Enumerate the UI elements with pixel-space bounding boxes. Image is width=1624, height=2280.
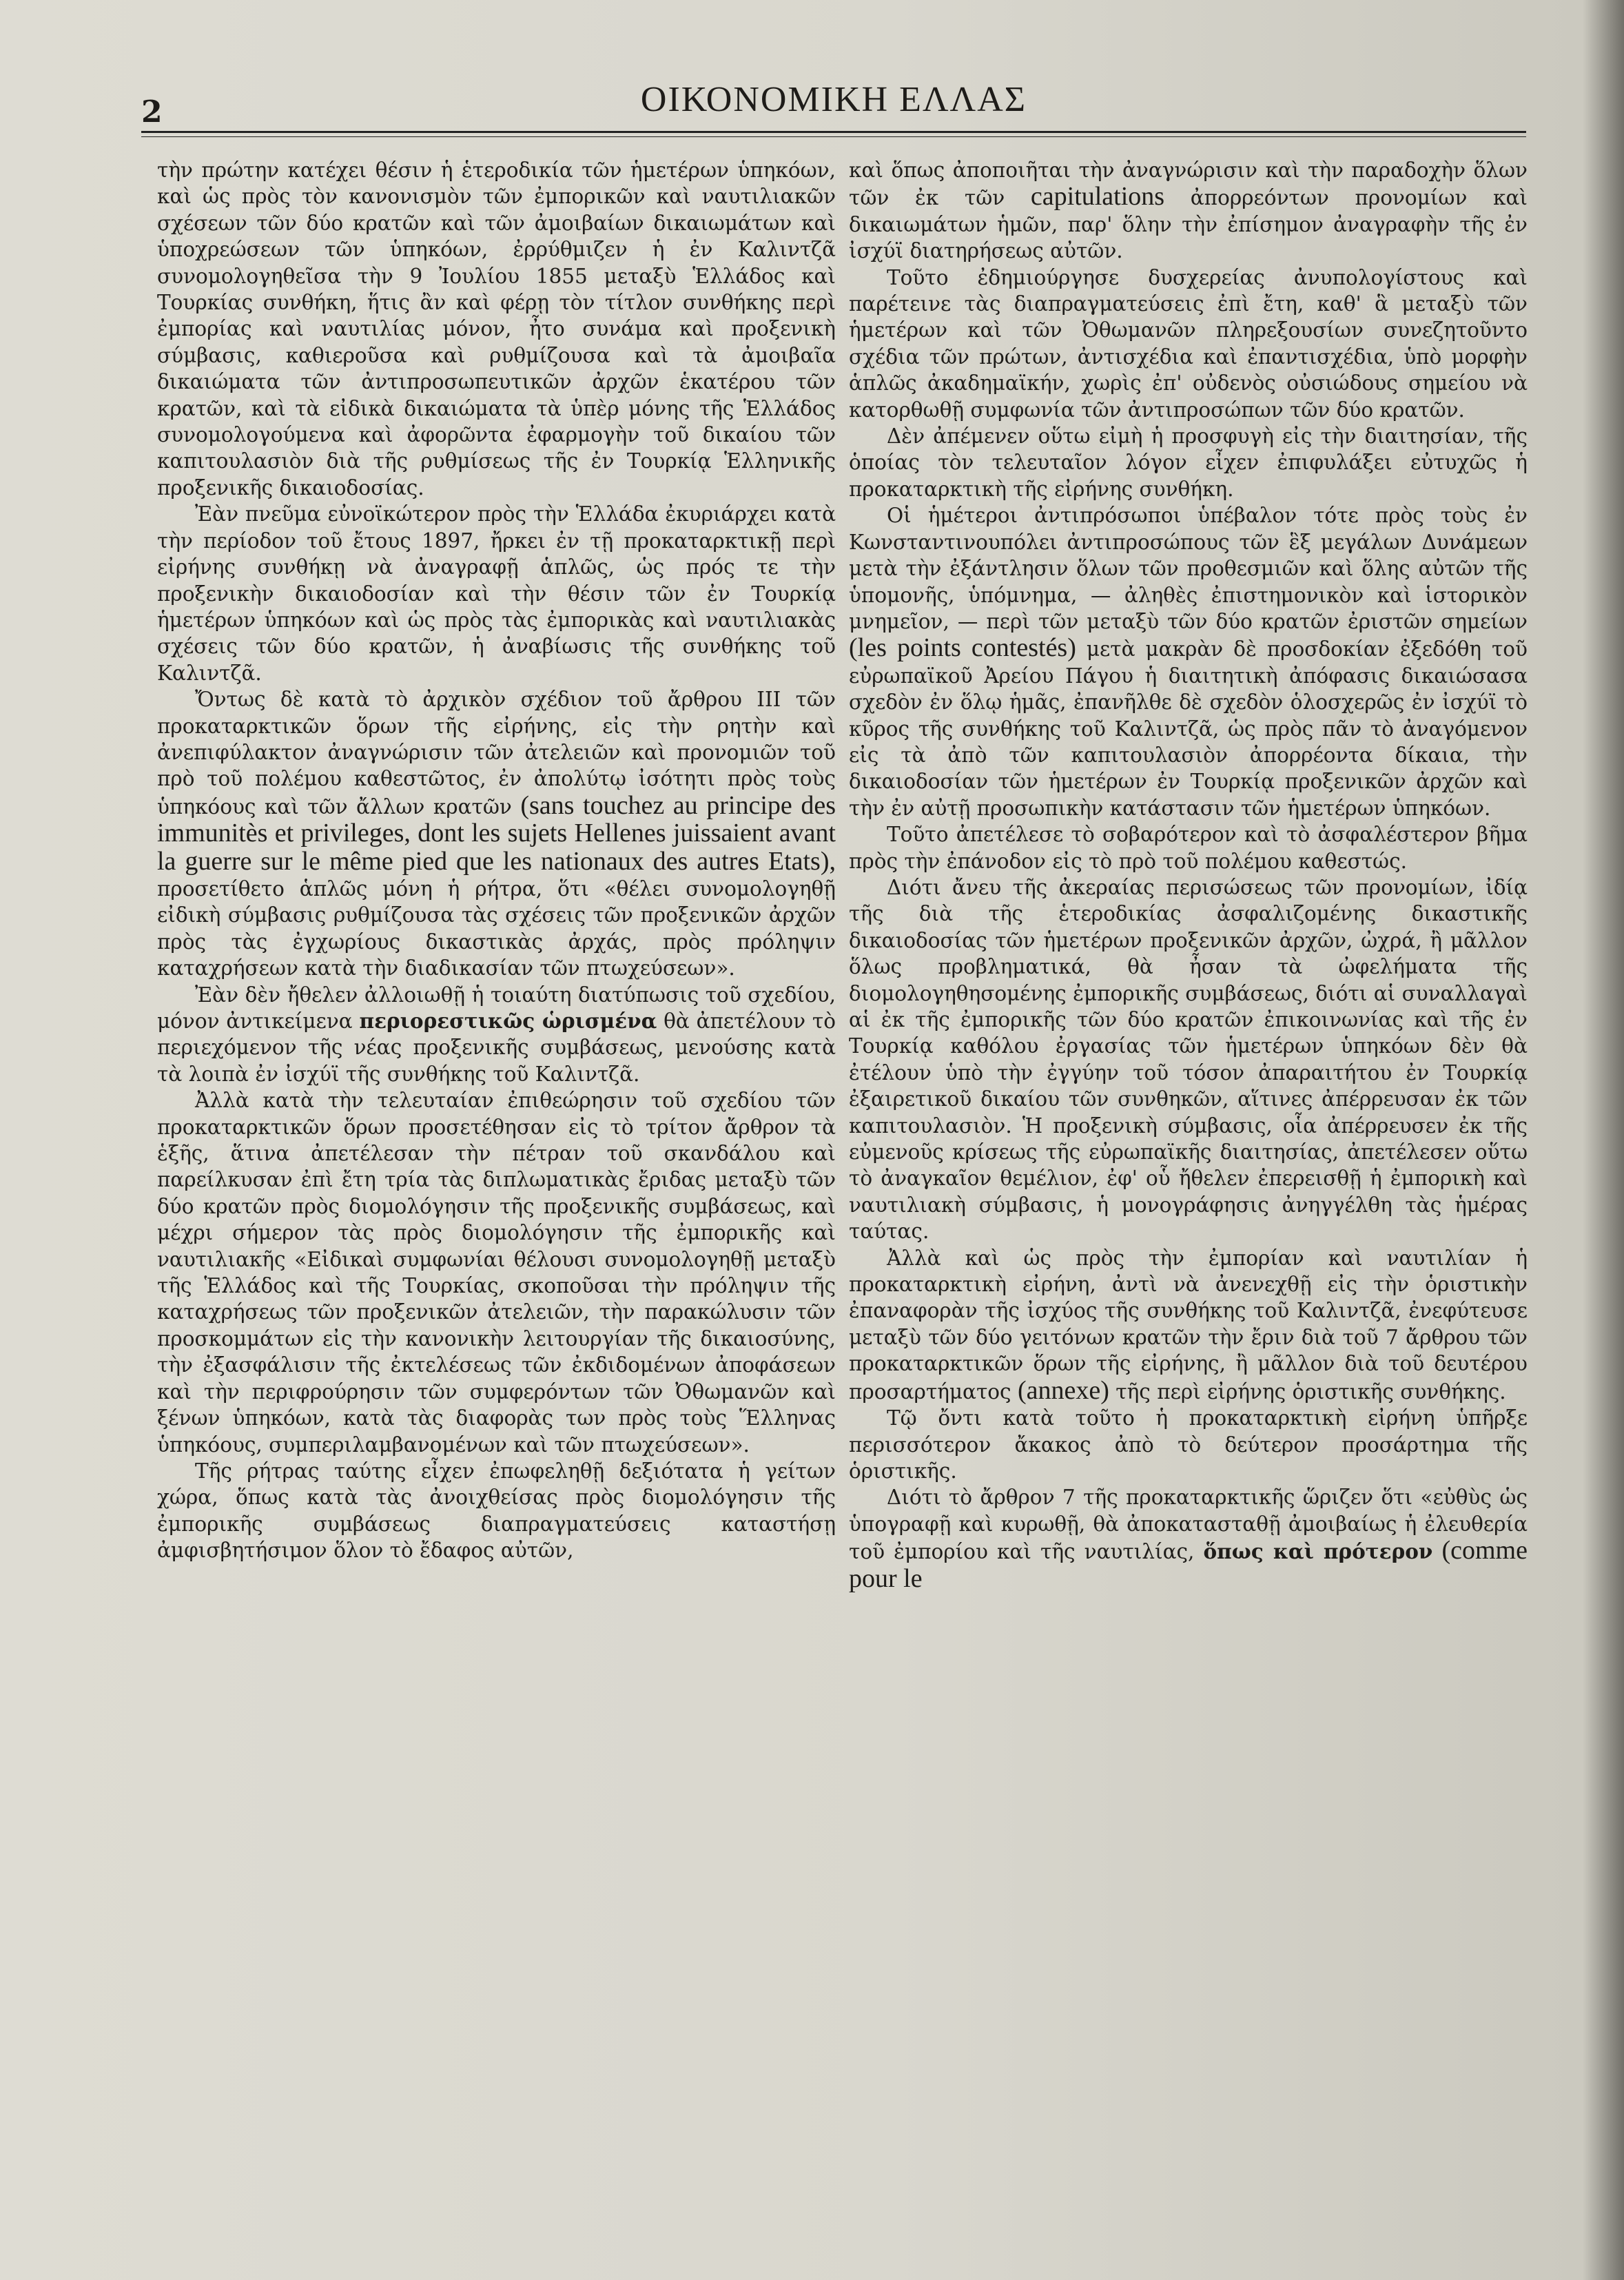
latin-term: (comme pour le (849, 1536, 1528, 1593)
paragraph: τὴν πρώτην κατέχει θέσιν ἡ ἑτεροδικία τῶν ἡμετέρων ὑπηκόων, καὶ ὡς πρὸς τὸν κανονισμὸν τῶν ἐμπορικῶν καὶ ναυτιλιακῶν σχέσεων τῶν δύο κρατῶν καὶ τῶν ἀμοιβαίων δικαιωμάτων καὶ ὑποχρεώσεων τῶν ὑπηκόων, ἐρρύθμιζεν ἡ ἐν Καλιντζᾶ συνομολογηθεῖσα τὴν 9 Ἰουλίου 1855 μεταξὺ Ἑλλάδος καὶ Τουρκίας συνθήκη, ἥτις ἂν καὶ φέρῃ τὸν τίτλον συνθήκης περὶ ἐμπορίας καὶ ναυτιλίας μόνον, ἦτο συνάμα καὶ προξενικὴ σύμβασις, καθιεροῦσα καὶ ρυθμίζουσα καὶ τὰ ἀμοιβαῖα δικαιώματα τῶν ἀντιπροσωπευτικῶν ἀρχῶν ἑκατέρου τῶν κρατῶν, καὶ τὰ εἰδικὰ δικαιώματα τὰ ὑπὲρ μόνης τῆς Ἑλλάδος συνομολογούμενα καὶ ἀφορῶντα ἐφαρμογὴν τοῦ δικαίου τῶν καπιτουλασιὸν διὰ τῆς ρυθμίσεως τῆς ἐν Τουρκίᾳ Ἑλληνικῆς προξενικῆς δικαιοδοσίας. (157, 158, 836, 500)
paragraph (849, 1245, 1528, 1405)
latin-term: capitulations (1030, 182, 1165, 212)
paragraph (157, 982, 836, 1088)
paragraph: Ἐὰν πνεῦμα εὐνοϊκώτερον πρὸς τὴν Ἑλλάδα ἐκυριάρχει κατὰ τὴν περίοδον τοῦ ἔτους 1897, ἤρκει ἐν τῇ προκαταρκτικῇ περὶ εἰρήνης συνθήκῃ νὰ ἀναγραφῇ ἁπλῶς, ὡς πρός τε τὴν προξενικὴν δικαιοδοσίαν καὶ τὴν θέσιν τῶν ἐν Τουρκίᾳ ἡμετέρων ὑπηκόων καὶ ὡς πρὸς τὰς ἐμπορικὰς καὶ ναυτιλιακὰς σχέσεις τῶν δύο κρατῶν, ἡ ἀναβίωσις τῆς συνθήκης τοῦ Καλιντζᾶ. (157, 502, 836, 685)
right-column (849, 157, 1528, 1593)
running-title: ΟΙΚΟΝΟΜΙΚΗ ΕΛΛΑΣ (640, 80, 1027, 119)
paragraph-text: τῆς περὶ εἰρήνης ὁριστικῆς συνθήκης. (1116, 1379, 1506, 1404)
paragraph: Τοῦτο ἐδημιούργησε δυσχερείας ἀνυπολογίστους καὶ παρέτεινε τὰς διαπραγματεύσεις ἐπὶ ἔτη, καθ' ἃ μεταξὺ τῶν ἡμετέρων καὶ τῶν Ὀθωμανῶν πληρεξουσίων συνεζητοῦντο σχέδια τῶν πρώτων, ἀντισχέδια καὶ ἐπαντισχέδια, ὑπὸ μορφὴν ἁπλῶς ἀκαδημαϊκήν, χωρὶς ἐπ' οὐδενὸς οὐσιώδους σημείου νὰ κατορθωθῇ συμφωνία τῶν ἀντιπροσώπων τῶν δύο κρατῶν. (849, 265, 1528, 422)
paragraph-text: προσετίθετο ἁπλῶς μόνη ἡ ρήτρα, ὅτι «θέλει συνομολογηθῇ εἰδικὴ σύμβασις ρυθμίζουσα τὰς σχέσεις τῶν προξενικῶν ἀρχῶν πρὸς τὰς ἐγχωρίους δικαστικὰς ἀρχάς, πρὸς πρόληψιν καταχρήσεων κατὰ τὴν διαδικασίαν τῶν πτωχεύσεων». (157, 876, 836, 980)
paragraph-text: Ὄντως δὲ κατὰ τὸ ἀρχικὸν σχέδιον τοῦ ἄρθρου III τῶν προκαταρκτικῶν ὅρων τῆς εἰρήνης, εἰς τὴν ρητὴν καὶ ἀνεπιφύλακτον ἀναγνώρισιν τῶν ἀτελειῶν καὶ προνομιῶν τοῦ πρὸ τοῦ πολέμου καθεστῶτος, ἐν ἀπολύτῳ ἰσότητι πρὸς τοὺς ὑπηκόους καὶ τῶν ἄλλων κρατῶν (157, 688, 836, 819)
latin-term: (les points contestés) (849, 633, 1076, 663)
latin-term: (annexe) (1017, 1375, 1109, 1405)
header-rule (141, 131, 1526, 133)
emphasized-text: περιορεστικῶς ὡρισμένα (359, 1009, 657, 1033)
paragraph: Τῷ ὄντι κατὰ τοῦτο ἡ προκαταρκτικὴ εἰρήνη ὑπῆρξε περισσότερον ἄκακος ἀπὸ τὸ δεύτερον προσάρτημα τῆς ὁριστικῆς. (849, 1406, 1528, 1483)
french-quote: (sans touchez au principe des immunitès et privileges, dont les sujets Hellenes juissaient avant la guerre sur le même pied que les nationaux des autres Etats), (157, 790, 836, 876)
paragraph (849, 1484, 1528, 1593)
paragraph: Δὲν ἀπέμενεν οὕτω εἰμὴ ἡ προσφυγὴ εἰς τὴν διαιτησίαν, τῆς ὁποίας τὸν τελευταῖον λόγον εἶχεν ἐπιφυλάξει εὐτυχῶς ἡ προκαταρκτικὴ τῆς εἰρήνης συνθήκη. (849, 424, 1528, 501)
paragraph (157, 686, 836, 981)
paragraph: Τοῦτο ἀπετέλεσε τὸ σοβαρότερον καὶ τὸ ἀσφαλέστερον βῆμα πρὸς τὴν ἐπάνοδον εἰς τὸ πρὸ τοῦ πολέμου καθεστώς. (849, 823, 1528, 873)
paragraph-text: Οἱ ἡμέτεροι ἀντιπρόσωποι ὑπέβαλον τότε πρὸς τοὺς ἐν Κωνσταντινουπόλει ἀντιπροσώπους τῶν ἓξ μεγάλων Δυνάμεων μετὰ τὴν ἐξάντλησιν ὅλων τῶν προθεσμιῶν καὶ ὅλης αὐτῶν τῆς ὑπομονῆς, ὑπόμνημα, — ἀληθὲς ἐπιστημονικὸν καὶ ἱστορικὸν μνημεῖον, — περὶ τῶν μεταξὺ τῶν δύο κρατῶν ἐριστῶν σημείων (849, 504, 1528, 633)
paragraph-text: Ἀλλὰ καὶ ὡς πρὸς τὴν ἐμπορίαν καὶ ναυτιλίαν ἡ προκαταρκτικὴ εἰρήνη, ἀντὶ νὰ ἀνενεχθῇ εἰς τὴν ὁριστικὴν ἐπαναφορὰν τῆς ἰσχύος τῆς συνθήκης τοῦ Καλιντζᾶ, ἐνεφύτευσε μεταξὺ τῶν δύο γειτόνων κρατῶν τὴν ἔριν διὰ τοῦ 7 ἄρθρου τῶν προκαταρκτικῶν ὅρων τῆς εἰρήνης, ἢ μᾶλλον διὰ τοῦ δευτέρου προσαρτήματος (849, 1246, 1528, 1404)
paragraph-text: ἀπορρεόντων προνομίων καὶ δικαιωμάτων ἡμῶν, παρ' ὅλην τὴν ἐπίσημον ἀναγραφὴν τῆς ἐν ἰσχύϊ διατηρήσεως αὐτῶν. (849, 186, 1528, 263)
left-column (157, 157, 836, 1564)
paragraph (849, 502, 1528, 821)
page-header (141, 65, 1526, 130)
paragraph: Διότι ἄνευ τῆς ἀκεραίας περισώσεως τῶν προνομίων, ἰδίᾳ τῆς διὰ τῆς ἑτεροδικίας ἀσφαλιζομένης δικαστικῆς δικαιοδοσίας τῶν ἡμετέρων προξενικῶν ἀρχῶν, ὠχρά, ἢ μᾶλλον ὅλως προβληματικά, θὰ ἦσαν τὰ ὠφελήματα τῆς διομολογηθησομένης ἐμπορικῆς συμβάσεως, διότι αἱ συναλλαγαὶ αἱ ἐκ τῆς ἐμπορικῆς τῶν δύο κρατῶν ἐπικοινωνίας καὶ τῆς ἐν Τουρκίᾳ καθόλου ἐργασίας τῶν ἡμετέρων ὑπηκόων δὲν θὰ ἐτέλουν ὑπὸ τὴν ἐγγύην τοῦ τόσον ἀπαραιτήτου ἐν Τουρκίᾳ ἐξαιρετικοῦ δικαίου τῶν συνθηκῶν, αἵτινες ἀπέρρευσαν ἐκ τῶν καπιτουλασιὸν. Ἡ προξενικὴ σύμβασις, οἷα ἀπέρρευσεν ἐκ τῆς εὐμενοῦς κρίσεως τῆς εὐρωπαϊκῆς διαιτησίας, ἀπετέλεσεν οὕτω τὸ ἀναγκαῖον θεμέλιον, ἐφ' οὗ ἤθελεν ἐπερεισθῇ ἡ ἐμπορικὴ καὶ ναυτιλιακὴ σύμβασις, ἡ μονογράφησις ἀνηγγέλθη τὰς ἡμέρας ταύτας. (849, 875, 1528, 1244)
binding-shadow (1583, 0, 1624, 2280)
paragraph: Ἀλλὰ κατὰ τὴν τελευταίαν ἐπιθεώρησιν τοῦ σχεδίου τῶν προκαταρκτικῶν ὅρων προσετέθησαν εἰς τὸ τρίτον ἄρθρον τὰ ἑξῆς, ἅτινα ἀπετέλεσαν τὴν πέτραν τοῦ σκανδάλου καὶ παρείλκυσαν ἐπὶ ἔτη τρία τὰς διπλωματικὰς ἔριδας μεταξὺ τῶν δύο κρατῶν πρὸς διομολόγησιν τῆς προξενικῆς συμβάσεως, καὶ μέχρι σήμερον τὰς πρὸς διομολόγησιν τῆς ἐμπορικῆς καὶ ναυτιλιακῆς «Εἰδικαὶ συμφωνίαι θέλουσι συνομολογηθῇ μεταξὺ τῆς Ἑλλάδος καὶ τῆς Τουρκίας, σκοποῦσαι τὴν πρόληψιν τῆς καταχρήσεως τῶν προξενικῶν ἀτελειῶν, τὴν παρακώλυσιν τῶν προσκομμάτων εἰς τὴν κανονικὴν λειτουργίαν τῆς δικαιοσύνης, τὴν ἐξασφάλισιν τῆς ἐκτελέσεως τῶν ἐκδιδομένων ἀποφάσεων καὶ τὴν περιφρούρησιν τῶν συμφερόντων τῶν Ὀθωμανῶν καὶ ξένων ὑπηκόων, κατὰ τὰς διαφορὰς των πρὸς τοὺς Ἕλληνας ὑπηκόους, συμπεριλαμβανομένων καὶ τῶν πτωχεύσεων». (157, 1089, 836, 1457)
paragraph (849, 157, 1528, 265)
paragraph-text: καὶ ὅπως ἀποποιῆται τὴν ἀναγνώρισιν καὶ τὴν παραδοχὴν ὅλων τῶν ἐκ τῶν (849, 158, 1528, 210)
paragraph-text: θὰ ἀπετέλουν τὸ περιεχόμενον τῆς νέας προξενικῆς συμβάσεως, μενούσης κατὰ τὰ λοιπὰ ἐν ἰσχύϊ τῆς συνθήκης τοῦ Καλιντζᾶ. (157, 1009, 836, 1086)
paragraph-text: Ἐὰν δὲν ἤθελεν ἀλλοιωθῇ ἡ τοιαύτη διατύπωσις τοῦ σχεδίου, μόνον ἀντικείμενα (157, 983, 836, 1033)
paragraph-text: Διότι τὸ ἄρθρον 7 τῆς προκαταρκτικῆς ὥριζεν ὅτι «εὐθὺς ὡς ὑπογραφῇ καὶ κυρωθῇ, θὰ ἀποκατασταθῇ ἀμοιβαίως ἡ ἐλευθερία τοῦ ἐμπορίου καὶ τῆς ναυτιλίας, (849, 1486, 1528, 1564)
emphasized-text: ὅπως καὶ πρότερον (1203, 1539, 1433, 1564)
header-rule-thin (141, 136, 1526, 137)
paragraph-text: μετὰ μακρὰν δὲ προσδοκίαν ἐξεδόθη τοῦ εὐρωπαϊκοῦ Ἀρείου Πάγου ἡ διαιτητικὴ ἀπόφασις δικαιώσασα σχεδὸν ἐν ὅλῳ ἡμᾶς, ἐπανῆλθε δὲ σχεδὸν ὁλοσχερῶς ἐν ἰσχύϊ τὸ κῦρος τῆς συνθήκης τοῦ Καλιντζᾶ, ὡς πρὸς πᾶν τὸ ἀναγόμενον εἰς τὰ ἀπὸ τῶν καπιτουλασιὸν ἀπορρέοντα δίκαια, τὴν δικαιοδοσίαν τῶν ἡμετέρων ἐν Τουρκίᾳ προξενικῶν ἀρχῶν καὶ τὴν ἐν αὐτῇ προσωπικὴν κατάστασιν τῶν ἡμετέρων ὑπηκόων. (849, 637, 1528, 820)
page-number: 2 (141, 94, 163, 130)
paragraph: Τῆς ρήτρας ταύτης εἶχεν ἐπωφεληθῇ δεξιότατα ἡ γείτων χώρα, ὅπως κατὰ τὰς ἀνοιχθείσας πρὸς διομολόγησιν τῆς ἐμπορικῆς συμβάσεως διαπραγματεύσεις καταστήσῃ ἀμφισβητήσιμον ὅλον τὸ ἔδαφος αὐτῶν, (157, 1459, 836, 1563)
